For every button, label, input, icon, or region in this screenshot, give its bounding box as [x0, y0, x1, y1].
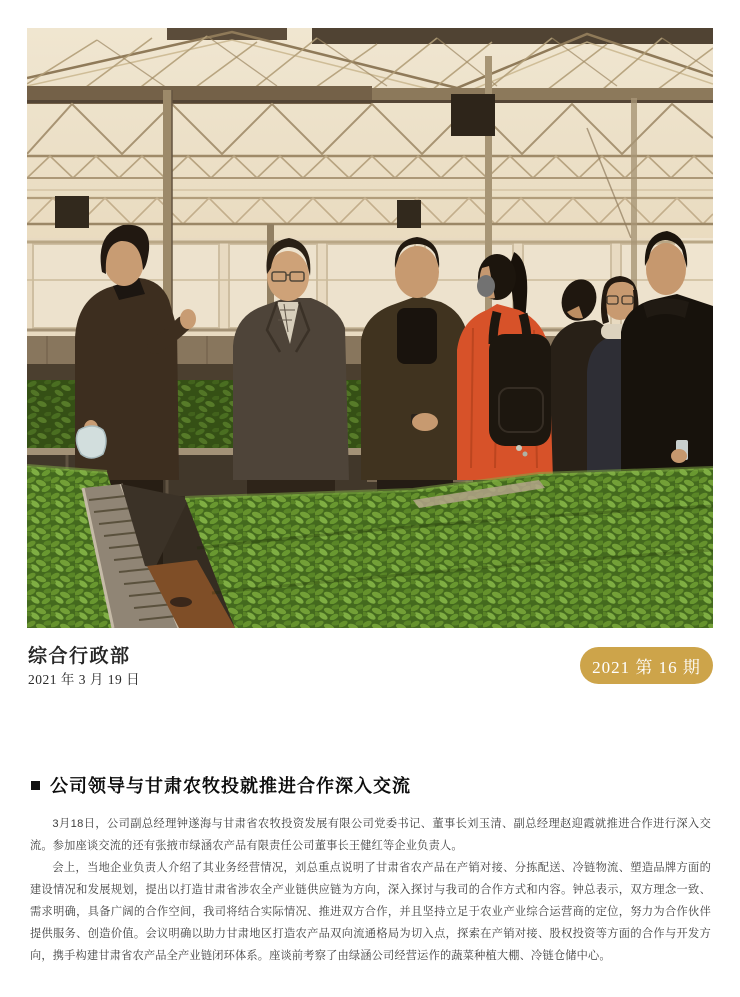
square-bullet-icon — [31, 781, 40, 790]
article-body — [30, 813, 711, 967]
article-headline — [31, 772, 711, 798]
article-paragraph: 会上，当地企业负责人介绍了其业务经营情况，刘总重点说明了甘肃省农产品在产销对接、分拣配送、冷链物流、塑造品牌方面的建设情况和发展规划，提出以打造甘肃省涉农全产业链供应链为方向，深入探讨与我司的合作方式和内容。钟总表示，双方理念一致、需求明确，具备广阔的合作空间，我司将结合实际情况、推进双方合作，并且坚持立足于农业产业综合运营商的定位，努力为合作伙伴提供服务、创造价值。会议明确以助力甘肃地区打造农产品双向流通格局为切入点，探索在产销对接、股权投资等方面的合作与开发方向，携手构建甘肃省农产品全产业链闭环体系。座谈前考察了由绿涵公司经营运作的蔬菜种植大棚、冷链仓储中心。 — [30, 862, 711, 962]
photo-tint — [27, 28, 713, 628]
article-paragraph: 3月18日，公司副总经理钟遂海与甘肃省农牧投资发展有限公司党委书记、董事长刘玉清、副总经理赵迎霞就推进合作进行深入交流。参加座谈交流的还有张掖市绿涵农产品有限责任公司董事长王健红等企业负责人。 — [30, 818, 711, 852]
greenhouse-photo — [27, 28, 713, 628]
department-name: 综合行政部 — [28, 646, 131, 667]
issue-date: 2021 年 3 月 19 日 — [28, 672, 141, 687]
article-title: 公司领导与甘肃农牧投就推进合作深入交流 — [50, 776, 411, 796]
greenhouse-photo-illustration — [27, 28, 713, 628]
issue-badge: 2021 第 16 期 — [580, 647, 713, 684]
